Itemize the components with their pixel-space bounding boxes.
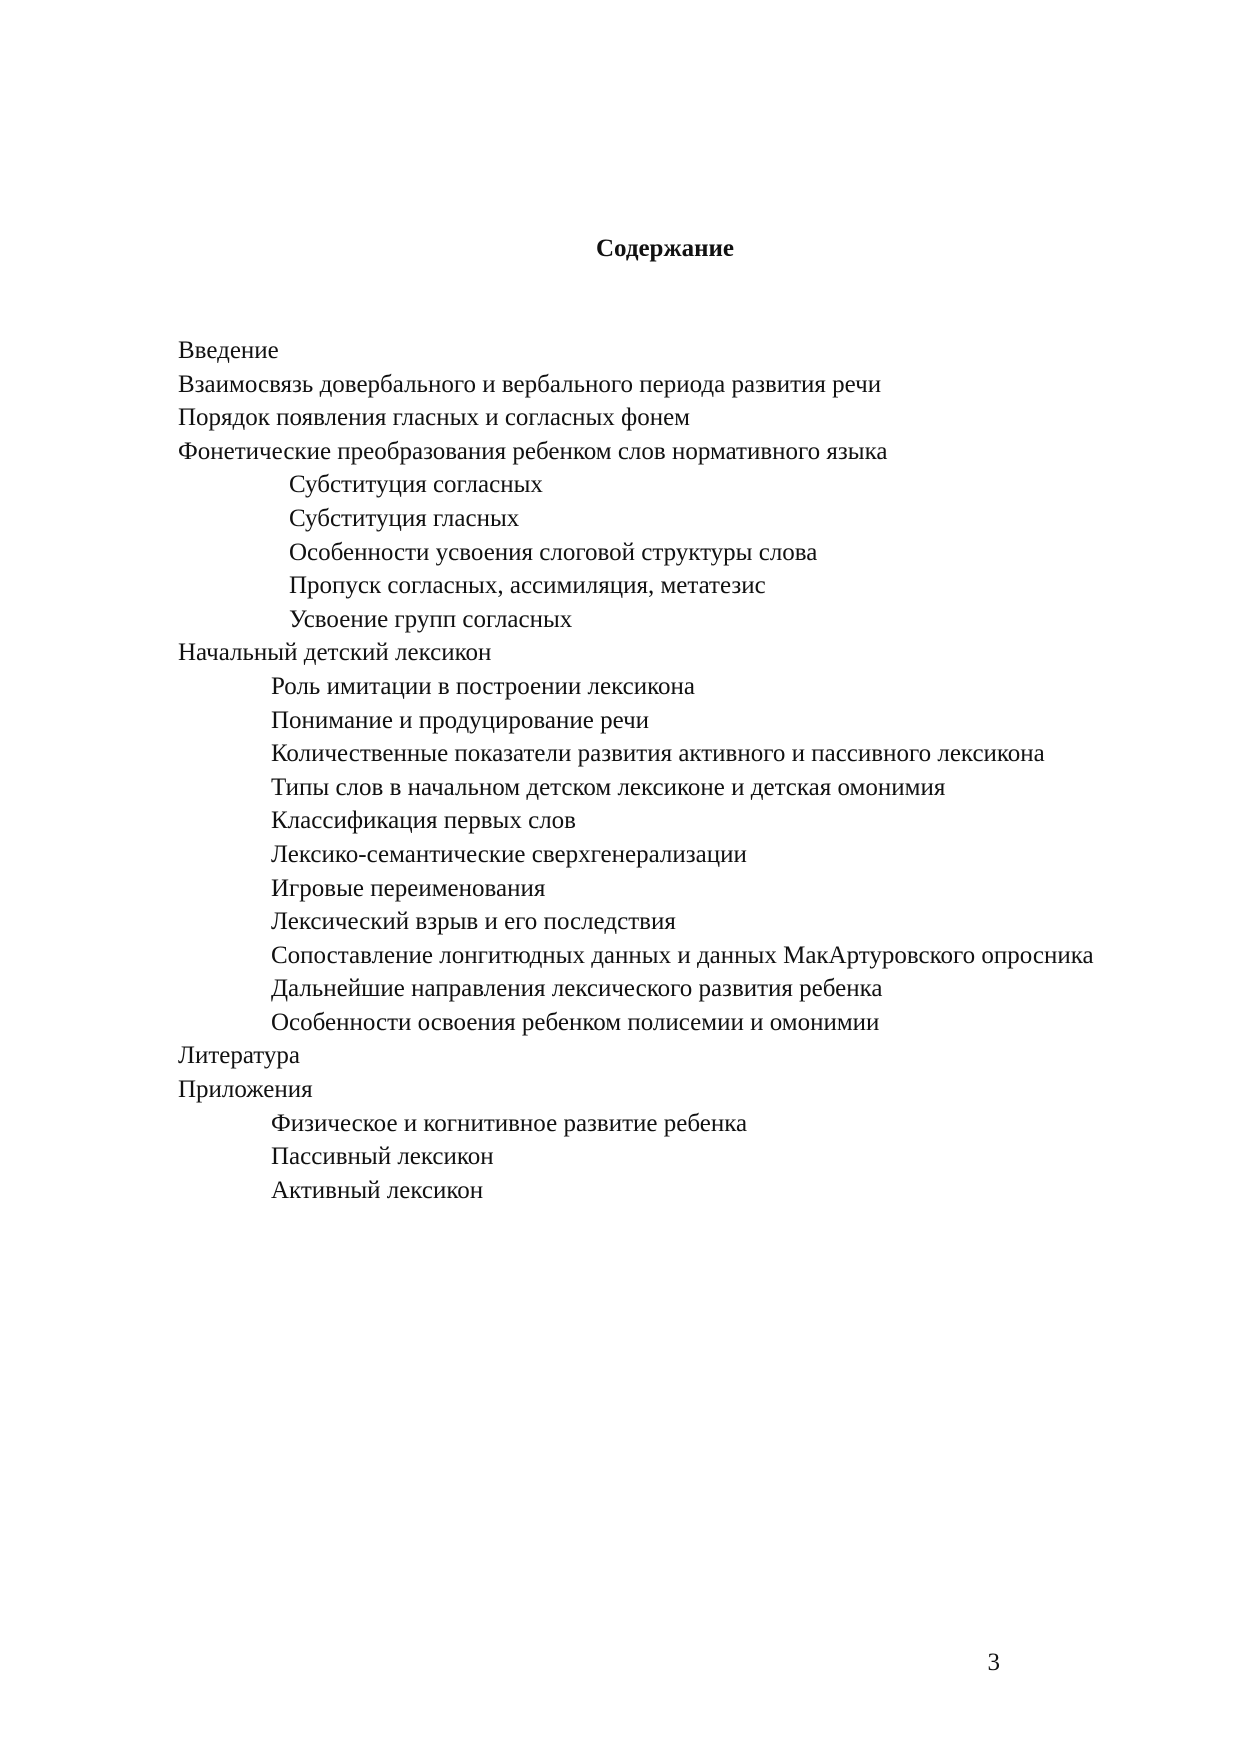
toc-subentry: Активный лексикон (271, 1176, 484, 1204)
toc-entry: Приложения (178, 1076, 313, 1104)
toc-subentry: Роль имитации в построении лексикона (271, 672, 695, 700)
toc-subentry: Усвоение групп согласных (289, 605, 573, 633)
toc-subentry: Пассивный лексикон (271, 1143, 494, 1171)
toc-subentry: Количественные показатели развития активного и пассивного лексикона (271, 740, 1045, 768)
toc-subentry: Типы слов в начальном детском лексиконе и детская омонимия (271, 773, 946, 801)
toc-subentry: Лексико-семантические сверхгенерализации (271, 840, 747, 868)
toc-subentry: Понимание и продуцирование речи (271, 706, 650, 734)
page-number: 3 (987, 1649, 1000, 1676)
toc-subentry: Игровые переименования (271, 874, 546, 902)
toc-subentry: Сопоставление лонгитюдных данных и данных МакАртуровского опросника (271, 941, 1094, 969)
toc-entry: Литература (178, 1042, 300, 1070)
table-of-contents (178, 334, 1153, 1207)
toc-subentry: Классификация первых слов (271, 807, 576, 835)
page-title: Содержание (595, 235, 734, 262)
toc-entry: Порядок появления гласных и согласных фонем (178, 404, 690, 432)
toc-subentry: Лексический взрыв и его последствия (271, 908, 676, 936)
toc-entry: Начальный детский лексикон (178, 639, 492, 667)
toc-entry: Введение (178, 337, 279, 364)
toc-subentry: Пропуск согласных, ассимиляция, метатезис (289, 572, 766, 600)
toc-entry: Взаимосвязь довербального и вербального периода развития речи (178, 370, 882, 398)
toc-subentry: Дальнейшие направления лексического развития ребенка (271, 975, 883, 1003)
toc-entry: Фонетические преобразования ребенком слов нормативного языка (178, 437, 888, 465)
toc-subentry: Субституция гласных (289, 504, 520, 532)
toc-subentry: Особенности усвоения слоговой структуры слова (289, 538, 818, 566)
toc-subentry: Физическое и когнитивное развитие ребенка (271, 1109, 748, 1137)
toc-subentry: Субституция согласных (289, 471, 543, 499)
toc-subentry: Особенности освоения ребенком полисемии и омонимии (271, 1008, 880, 1036)
